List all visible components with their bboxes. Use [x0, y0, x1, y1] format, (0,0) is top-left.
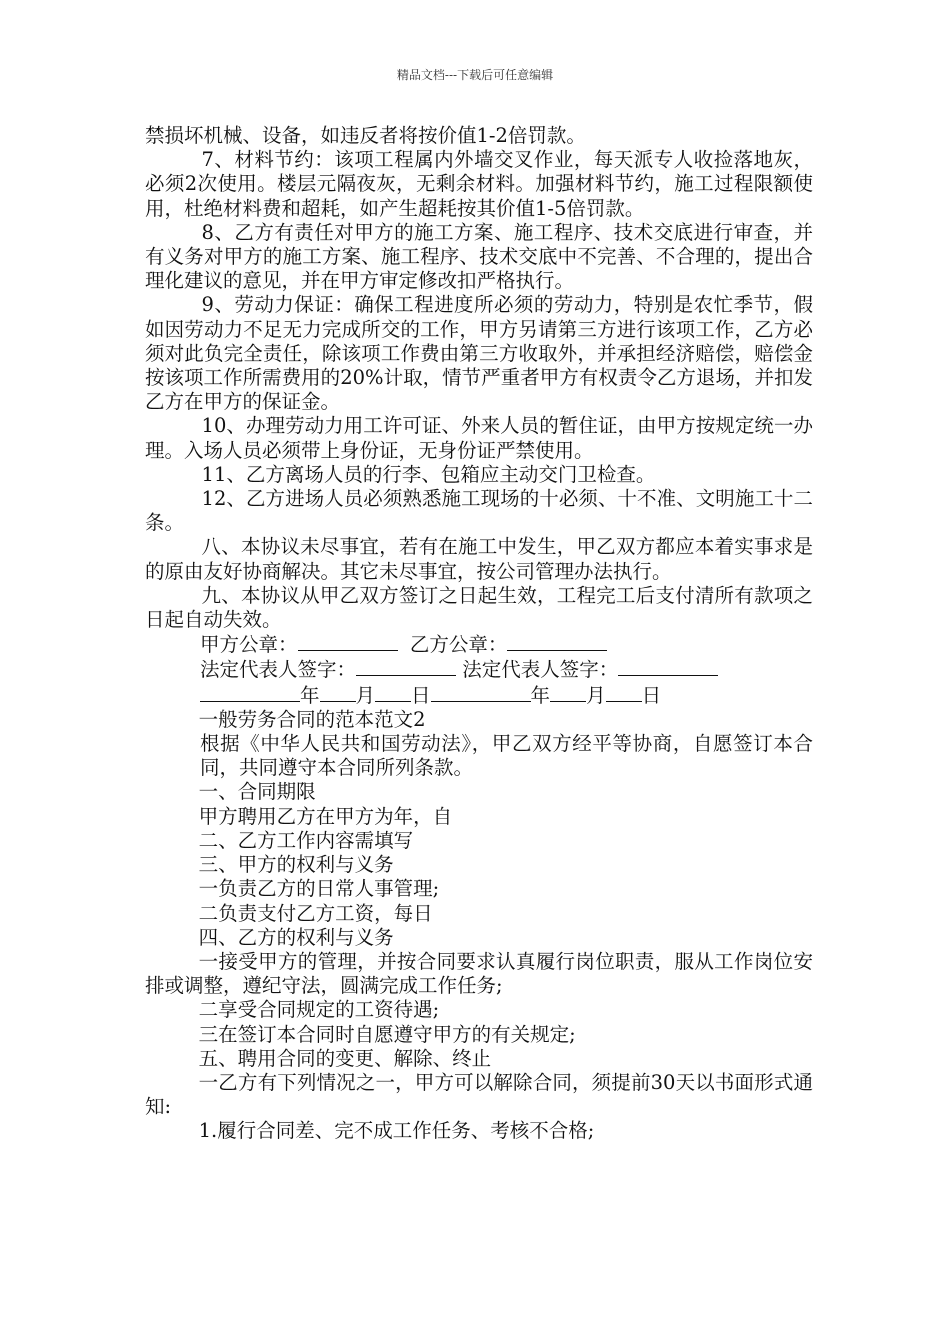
paragraph: 10、办理劳动力用工许可证、外来人员的暂住证，由甲方按规定统一办理。入场人员必须带上身份证，无身份证严禁使用。	[145, 414, 813, 462]
day-label: 日	[641, 683, 662, 707]
paragraph: 九、本协议从甲乙双方签订之日起生效，工程完工后支付清所有款项之日起自动失效。	[145, 583, 813, 632]
paragraph: 二享受合同规定的工资待遇;	[198, 998, 440, 1022]
paragraph: 一负责乙方的日常人事管理;	[198, 877, 440, 901]
paragraph: 9、劳动力保证：确保工程进度所必须的劳动力，特别是农忙季节，假如因劳动力不足无力完成所交的工作，甲方另请第三方进行该项工作，乙方必须对此负完全责任，除该项工作费由第三方收取外，并承担经济赔偿，赔偿金按该项工作所需费用的20%计取，情节严重者甲方有权责令乙方退场，并扣发乙方在甲方的保证金。	[145, 293, 813, 414]
legal-rep-b-label: 法定代表人签字：	[462, 658, 619, 682]
month-a-blank	[320, 683, 356, 702]
month-label: 月	[586, 683, 606, 707]
legal-rep-line	[145, 657, 813, 682]
page-header: 精品文档---下载后可任意编辑	[396, 68, 554, 82]
paragraph: 禁损坏机械、设备，如违反者将按价值1-2倍罚款。	[145, 124, 586, 147]
party-b-seal-blank	[507, 632, 607, 651]
seal-line	[145, 632, 813, 657]
clause-heading: 二、乙方工作内容需填写	[198, 828, 414, 852]
year-label: 年	[300, 683, 320, 707]
clause-heading: 一、合同期限	[198, 780, 316, 804]
day-label: 日	[411, 683, 431, 707]
legal-rep-a-label: 法定代表人签字：	[200, 658, 357, 682]
clause-heading: 五、聘用合同的变更、解除、终止	[198, 1046, 492, 1070]
paragraph: 1.履行合同差、完不成工作任务、考核不合格;	[198, 1119, 595, 1143]
day-a-blank	[375, 683, 411, 702]
paragraph: 甲方聘用乙方在甲方为年，自	[198, 804, 453, 828]
party-a-seal-label: 甲方公章：	[200, 633, 298, 657]
year-a-blank	[200, 683, 300, 702]
year-b-blank	[431, 683, 531, 702]
paragraph: 根据《中华人民共和国劳动法》，甲乙双方经平等协商，自愿签订本合同，共同遵守本合同所列条款。	[200, 732, 813, 780]
paragraph: 八、本协议未尽事宜，若有在施工中发生，甲乙双方都应本着实事求是的原由友好协商解决。其它未尽事宜，按公司管理办法执行。	[145, 535, 813, 583]
paragraph: 一乙方有下列情况之一，甲方可以解除合同，须提前30天以书面形式通知:	[145, 1070, 813, 1119]
day-b-blank	[606, 683, 642, 702]
month-label: 月	[355, 683, 376, 707]
section-heading: 一般劳务合同的范本范文2	[198, 707, 426, 731]
clause-heading: 四、乙方的权利与义务	[198, 925, 394, 949]
paragraph: 8、乙方有责任对甲方的施工方案、施工程序、技术交底进行审查，并有义务对甲方的施工方案、施工程序、技术交底中不完善、不合理的，提出合理化建议的意见，并在甲方审定修改扣严格执行。	[145, 220, 813, 293]
paragraph: 三在签订本合同时自愿遵守甲方的有关规定;	[198, 1022, 576, 1046]
clause-heading: 三、甲方的权利与义务	[198, 853, 394, 877]
party-a-seal-blank	[298, 632, 398, 651]
month-b-blank	[550, 683, 586, 702]
paragraph: 二负责支付乙方工资，每日	[198, 901, 433, 925]
party-b-seal-label: 乙方公章：	[409, 633, 508, 657]
legal-rep-a-blank	[356, 657, 456, 676]
date-line	[145, 683, 813, 708]
year-label: 年	[530, 683, 551, 707]
paragraph: 12、乙方进场人员必须熟悉施工现场的十必须、十不准、文明施工十二条。	[145, 487, 813, 535]
paragraph: 11、乙方离场人员的行李、包箱应主动交门卫检查。	[201, 462, 656, 486]
document-body	[145, 124, 813, 1144]
legal-rep-b-blank	[618, 657, 718, 676]
paragraph: 一接受甲方的管理，并按合同要求认真履行岗位职责，服从工作岗位安排或调整，遵纪守法，圆满完成工作任务;	[145, 949, 813, 998]
paragraph: 7、材料节约：该项工程属内外墙交叉作业，每天派专人收捡落地灰，必须2次使用。楼层元隔夜灰，无剩余材料。加强材料节约，施工过程限额使用，杜绝材料费和超耗，如产生超耗按其价值1-5倍罚款。	[145, 148, 813, 220]
